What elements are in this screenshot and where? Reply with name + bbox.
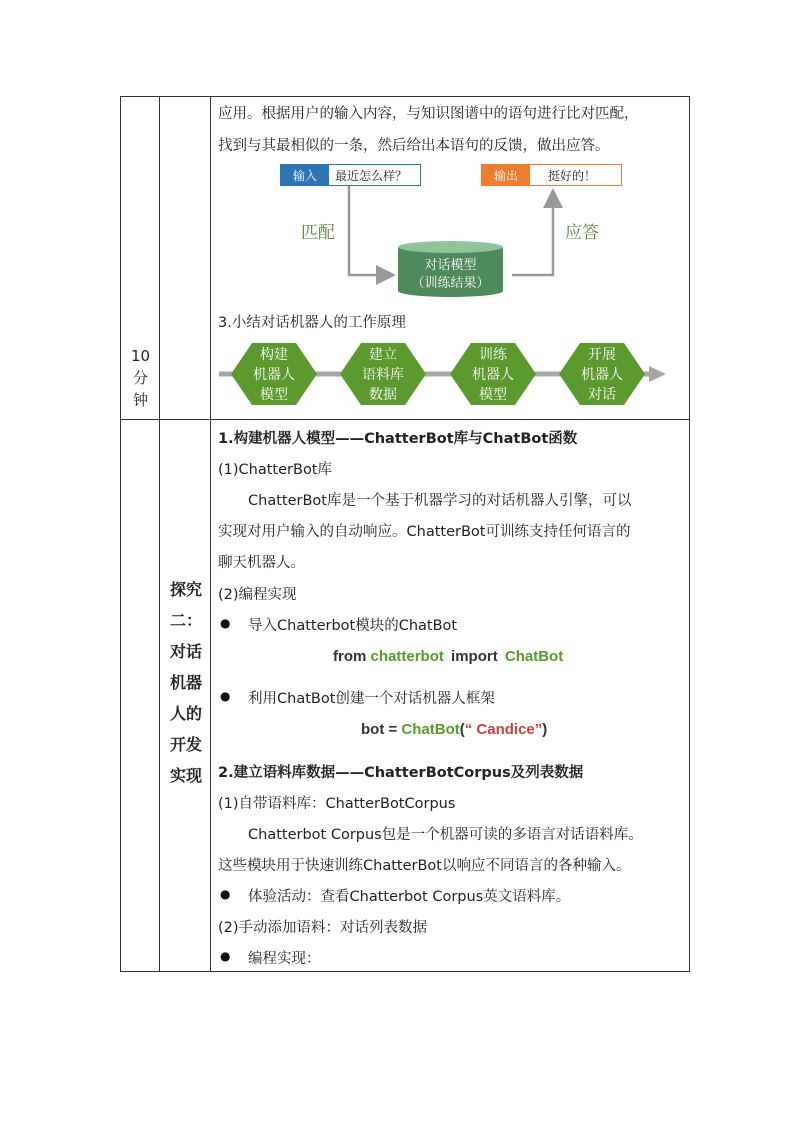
input-value: 最近怎么样？ <box>335 168 408 183</box>
step-line: 模型 <box>260 387 288 403</box>
bullet-icon: ● <box>220 616 231 630</box>
heading-2: 2.建立语料库数据——ChatterBotCorpus及列表数据 <box>218 765 584 781</box>
duration-cell <box>121 345 160 411</box>
section-title-text: 对话 <box>169 642 202 661</box>
code-string: “ Candice” <box>464 721 543 738</box>
summary-title: 3.小结对话机器人的工作原理 <box>218 315 406 331</box>
match-label: 匹配 <box>301 223 335 243</box>
bullet-text: 编程实现： <box>248 951 321 967</box>
step-line: 对话 <box>588 387 616 403</box>
step-line: 构建 <box>260 347 288 363</box>
code-paren: ( <box>459 721 465 738</box>
code-keyword: import <box>451 648 498 665</box>
subheading: (1)自带语料库：ChatterBotCorpus <box>218 796 456 812</box>
model-label-line: （训练结果） <box>411 276 490 291</box>
step-label <box>559 345 645 405</box>
section-title-text: 二： <box>169 611 202 630</box>
section-title-text: 开发 <box>169 735 202 754</box>
code-paren: ) <box>542 721 548 738</box>
step-label <box>450 345 536 405</box>
bullet-text: 体验活动：查看Chatterbot Corpus英文语料库。 <box>248 889 571 905</box>
flow-arrow-head <box>649 366 666 382</box>
bullet-text: 导入Chatterbot模块的ChatBot <box>248 618 458 634</box>
code-class: ChatBot <box>504 648 564 665</box>
step-line: 建立 <box>369 347 397 363</box>
paragraph-line: Chatterbot Corpus包是一个机器可读的多语言对话语料库。 <box>248 827 643 843</box>
step-line: 数据 <box>369 387 397 403</box>
bullet-icon: ● <box>220 689 231 703</box>
section-title-cell <box>161 574 211 791</box>
paragraph-line: 找到与其最相似的一条，然后给出本语句的反馈，做出应答。 <box>218 138 610 154</box>
code-variable: bot = <box>361 721 402 738</box>
subheading: (1)ChatterBot库 <box>218 462 332 478</box>
section-title-text: 实现 <box>169 766 202 785</box>
step-label <box>340 345 426 405</box>
code-line-import <box>333 648 563 665</box>
section-title-text: 机器 <box>169 673 202 692</box>
step-line: 机器人 <box>581 367 623 383</box>
bullet-icon: ● <box>220 949 231 963</box>
section-title-text: 人的 <box>169 704 202 723</box>
heading-1: 1.构建机器人模型——ChatterBot库与ChatBot函数 <box>218 431 578 447</box>
output-label: 输出 <box>482 165 530 185</box>
bullet-text: 利用ChatBot创建一个对话机器人框架 <box>248 691 495 707</box>
duration-text: 分 <box>132 369 148 387</box>
step-line: 训练 <box>479 347 507 363</box>
paragraph-line: 应用。根据用户的输入内容，与知识图谱中的语句进行比对匹配， <box>218 106 639 122</box>
step-label <box>231 345 317 405</box>
paragraph-line: 聊天机器人。 <box>218 555 305 571</box>
code-function: ChatBot <box>401 721 460 738</box>
step-line: 机器人 <box>253 367 295 383</box>
reply-label: 应答 <box>565 223 599 243</box>
paragraph-line: 这些模块用于快速训练ChatterBot以响应不同语言的各种输入。 <box>218 858 631 874</box>
subheading: (2)手动添加语料：对话列表数据 <box>218 920 428 936</box>
step-line: 机器人 <box>472 367 514 383</box>
code-module: chatterbot <box>370 648 444 665</box>
lesson-table <box>120 96 690 972</box>
step-line: 模型 <box>479 387 507 403</box>
duration-text: 钟 <box>132 391 148 409</box>
step-line: 开展 <box>588 347 616 363</box>
paragraph-line: ChatterBot库是一个基于机器学习的对话机器人引擎，可以 <box>248 493 632 509</box>
input-label: 输入 <box>281 165 329 185</box>
subheading: (2)编程实现 <box>218 587 297 603</box>
code-keyword: from <box>333 648 367 665</box>
section-title-text: 探究 <box>169 580 202 599</box>
row-divider <box>121 419 689 420</box>
code-line-create <box>361 721 547 738</box>
step-line: 语料库 <box>362 367 404 383</box>
duration-text: 10 <box>130 347 151 365</box>
paragraph-line: 实现对用户输入的自动响应。ChatterBot可训练支持任何语言的 <box>218 524 631 540</box>
bullet-icon: ● <box>220 887 231 901</box>
model-label-line: 对话模型 <box>424 258 477 273</box>
output-value: 挺好的！ <box>548 168 597 183</box>
